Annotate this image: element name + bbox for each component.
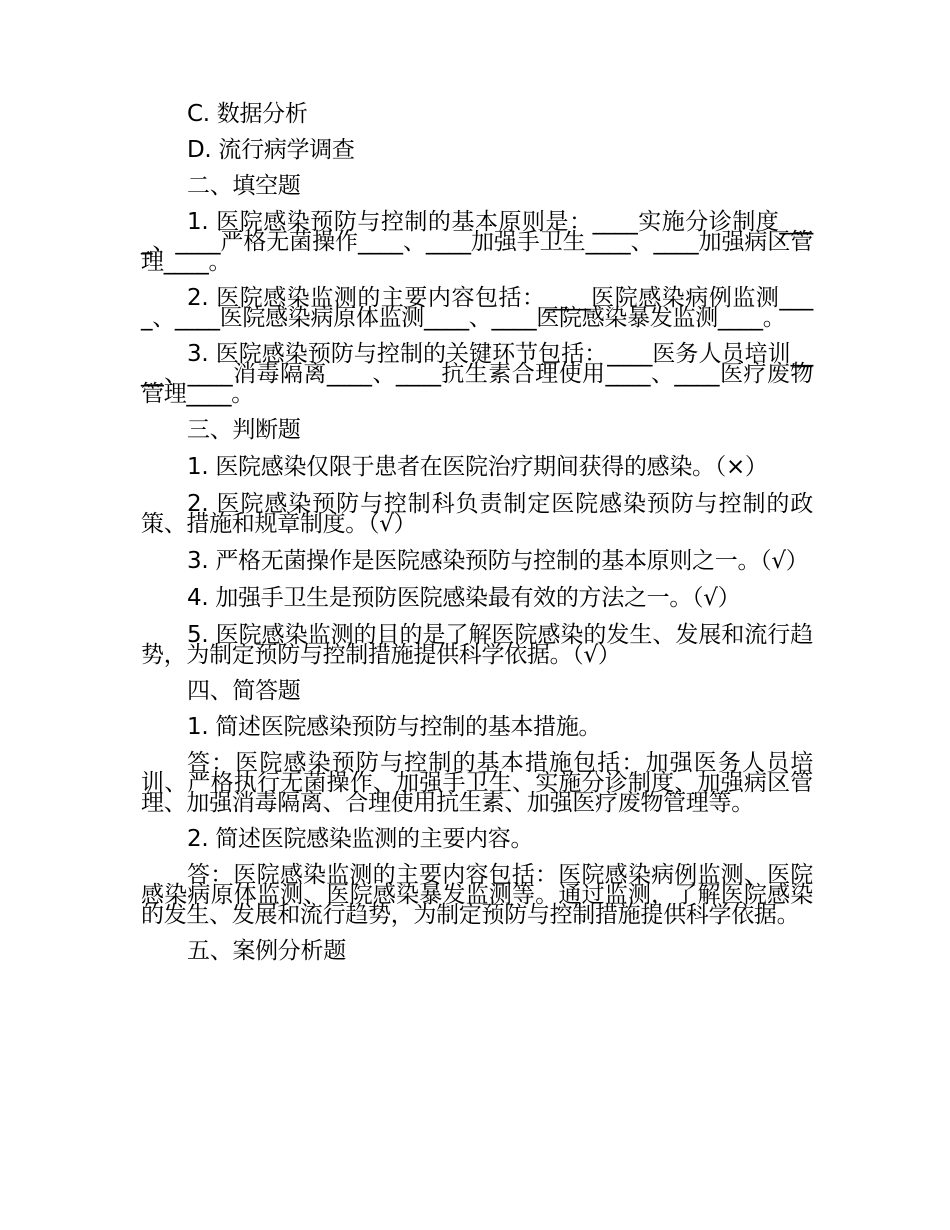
fill-in-question-2: 2. 医院感染监测的主要内容包括：____医院感染病例监测____、____医院感染病原体监测____、____医院感染暴发监测____。 (141, 285, 813, 331)
true-false-question-2: 2. 医院感染预防与控制科负责制定医院感染预防与控制的政策、措施和规章制度。（√） (141, 491, 813, 537)
option-d: D. 流行病学调查 (187, 137, 355, 163)
short-answer-question-1: 1. 简述医院感染预防与控制的基本措施。 (187, 714, 602, 740)
true-false-question-4: 4. 加强手卫生是预防医院感染最有效的方法之一。（√） (187, 585, 741, 611)
true-false-question-3: 3. 严格无菌操作是医院感染预防与控制的基本原则之一。（√） (187, 548, 809, 574)
fill-in-question-1: 1. 医院感染预防与控制的基本原则是：____实施分诊制度____、____严格无菌操作____、____加强手卫生____、____加强病区管理____。 (141, 209, 813, 275)
option-c: C. 数据分析 (187, 101, 308, 127)
short-answer-answer-1: 答：医院感染预防与控制的基本措施包括：加强医务人员培训、严格执行无菌操作、加强手卫生、实施分诊制度、加强病区管理、加强消毒隔离、合理使用抗生素、加强医疗废物管理等。 (141, 750, 813, 816)
document-body (141, 101, 813, 964)
section-heading-case-analysis: 五、案例分析题 (187, 938, 346, 964)
short-answer-answer-2: 答：医院感染监测的主要内容包括：医院感染病例监测、医院感染病原体监测、医院感染暴发监测等。通过监测，了解医院感染的发生、发展和流行趋势，为制定预防与控制措施提供科学依据。 (141, 862, 813, 928)
section-heading-true-false: 三、判断题 (187, 417, 301, 443)
section-heading-fill-in: 二、填空题 (187, 173, 301, 199)
true-false-question-1: 1. 医院感染仅限于患者在医院治疗期间获得的感染。（×） (187, 454, 768, 480)
true-false-question-5: 5. 医院感染监测的目的是了解医院感染的发生、发展和流行趋势，为制定预防与控制措施提供科学依据。（√） (141, 622, 813, 668)
section-heading-short-answer: 四、简答题 (187, 678, 301, 704)
fill-in-question-3: 3. 医院感染预防与控制的关键环节包括：____医务人员培训____、____消毒隔离____、____抗生素合理使用____、____医疗废物管理____。 (141, 341, 813, 407)
short-answer-question-2: 2. 简述医院感染监测的主要内容。 (187, 826, 534, 852)
